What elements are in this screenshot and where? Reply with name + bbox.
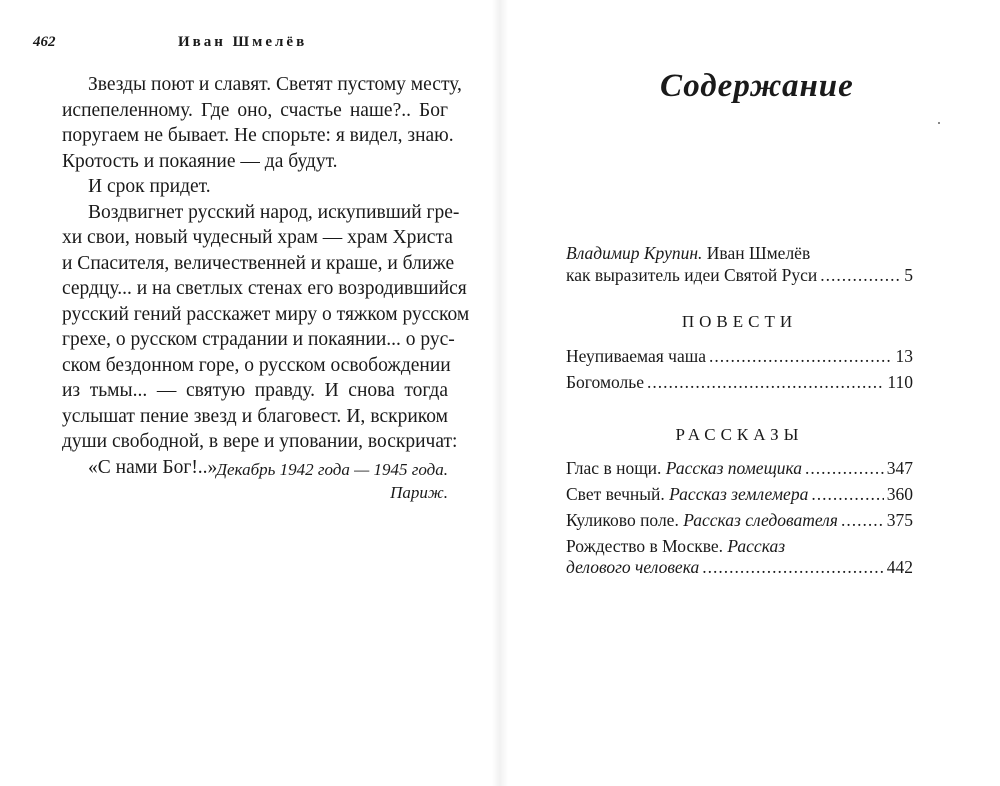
text-line: Кротость и покаяние — да будут. [62, 150, 338, 172]
text-line: грехе, о русском страдании и покаянии... о рус- [62, 329, 455, 350]
text-line: Звезды поют и славят. Светят пустому месту, [88, 74, 462, 95]
section-heading: РАССКАЗЫ [675, 425, 804, 444]
dot-leader [647, 369, 884, 395]
running-head: Иван Шмелёв [178, 34, 308, 50]
toc-page: 442 [886, 557, 913, 577]
toc-entry-title: Куликово поле. [566, 510, 679, 530]
text-line: поругаем не бывает. Не спорьте: я видел, знаю. [62, 125, 454, 146]
toc-page: 13 [895, 346, 913, 366]
toc-page: 347 [886, 458, 913, 478]
text-line: сердцу... и на светлых стенах его возродившийся [62, 278, 467, 299]
page-fold [492, 0, 508, 786]
dot-leader [820, 262, 901, 288]
toc-section-rasskazy [566, 455, 913, 580]
toc-intro-title: Иван Шмелёв [706, 243, 811, 263]
toc-entry-subtitle: Рассказ помещика [665, 458, 803, 478]
section-heading: ПОВЕСТИ [681, 312, 798, 331]
page-number: 462 [33, 34, 56, 50]
toc-entry-subtitle: Рассказ [727, 536, 786, 556]
text-line: «С нами Бог!..» [88, 456, 218, 478]
text-line: испепеленному. Где оно, счастье наше?.. Бог [62, 99, 448, 121]
dot-leader [709, 343, 893, 369]
text-line: Воздвигнет русский народ, искупивший гре- [88, 201, 460, 223]
text-line: услышат пение звезд и благовест. И, вскриком [62, 405, 448, 427]
toc-page: 360 [886, 484, 913, 504]
toc-page: 5 [904, 265, 913, 285]
text-line: из тьмы... — святую правду. И снова тогда [62, 380, 448, 401]
toc-intro[interactable] [566, 240, 913, 288]
toc-entry-title: Свет вечный. [566, 484, 665, 504]
text-line: хи свои, новый чудесный храм — храм Христа [62, 227, 453, 248]
toc-entry[interactable] [566, 455, 913, 481]
body-text [62, 72, 470, 480]
text-line: ском бездонном горе, о русском освобождении [62, 354, 451, 376]
toc-entry[interactable] [566, 481, 913, 507]
toc-entry-subtitle: Рассказ следователя [683, 510, 838, 530]
text-line: и Спасителя, величественней и краше, и ближе [62, 252, 455, 274]
toc-entry-subtitle: Рассказ землемера [669, 484, 809, 504]
dot-leader [805, 455, 884, 481]
toc-intro-author: Владимир Крупин. [566, 243, 703, 263]
text-line: души свободной, в вере и уповании, воскричат: [62, 431, 458, 452]
toc-entry-title: Глас в нощи. [566, 458, 662, 478]
contents-title: Содержание [660, 68, 854, 104]
toc-entry-title: Богомолье [566, 372, 645, 392]
toc-entry-cont[interactable] [566, 554, 913, 580]
toc-section-povesti [566, 343, 913, 395]
scan-speck [938, 122, 940, 124]
place-line: Париж. [390, 483, 448, 502]
toc-entry-title: Рождество в Москве. [566, 536, 724, 556]
toc-entry[interactable] [566, 343, 913, 369]
date-line: Декабрь 1942 года — 1945 года. [216, 460, 448, 479]
toc-intro-line2 [566, 262, 913, 288]
toc-intro-title-cont: как выразитель идеи Святой Руси [566, 265, 818, 285]
toc-entry-subtitle-cont: делового человека [566, 557, 700, 577]
dot-leader [841, 507, 884, 533]
toc-page: 375 [886, 510, 913, 530]
toc-page: 110 [887, 372, 913, 392]
text-line: русский гений расскажет миру о тяжком русском [62, 303, 470, 325]
dot-leader [811, 481, 883, 507]
dot-leader [702, 554, 884, 580]
text-line: И срок придет. [88, 176, 211, 197]
toc-entry[interactable] [566, 369, 913, 395]
toc-entry[interactable] [566, 507, 913, 533]
toc-entry-title: Неупиваемая чаша [566, 346, 706, 366]
